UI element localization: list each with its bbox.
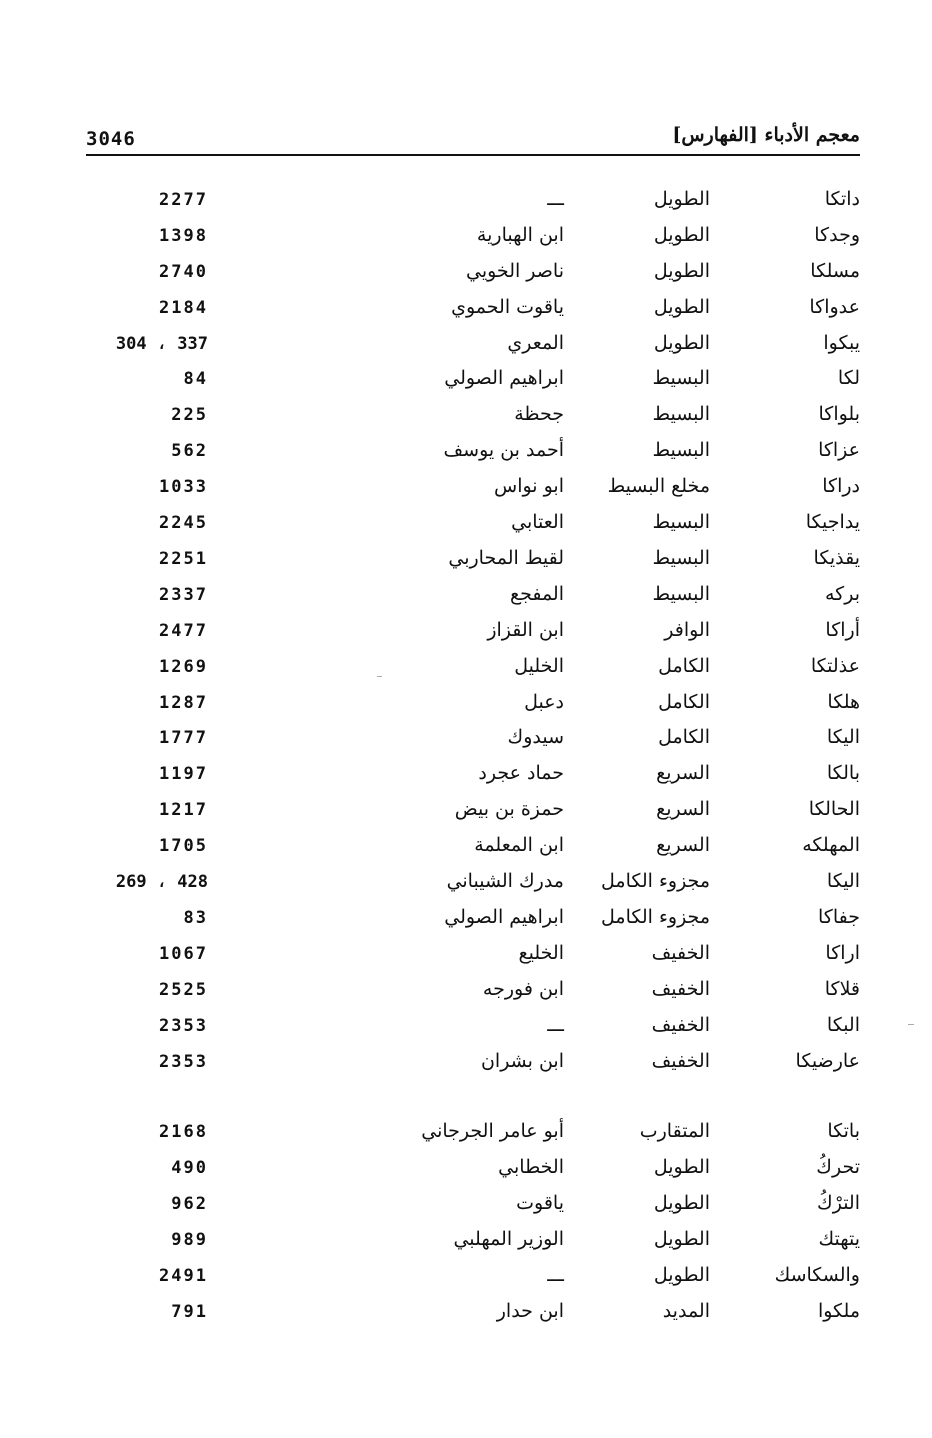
page-refs: 1217 bbox=[159, 800, 208, 820]
meter-name: السريع bbox=[656, 762, 710, 784]
poet-name: حمزة بن بيض bbox=[454, 798, 564, 820]
poet-name: الخليع bbox=[518, 942, 564, 964]
index-row bbox=[0, 1264, 932, 1300]
page-refs: 2245 bbox=[159, 513, 208, 533]
poet-name: العتابي bbox=[511, 511, 564, 533]
index-row bbox=[0, 762, 932, 798]
rhyme-word: لكا bbox=[837, 367, 860, 389]
rhyme-word: وجدكا bbox=[814, 224, 860, 246]
index-row bbox=[0, 188, 932, 224]
rhyme-word: بالكا bbox=[826, 762, 860, 784]
meter-name: الطويل bbox=[653, 332, 710, 354]
page-refs: 1067 bbox=[159, 944, 208, 964]
poet-name: ابن بشران bbox=[480, 1050, 564, 1072]
page-refs: 2491 bbox=[159, 1266, 208, 1286]
meter-name: الطويل bbox=[653, 296, 710, 318]
scan-speck bbox=[377, 676, 382, 677]
page-refs: 962 bbox=[171, 1194, 208, 1214]
meter-name: البسيط bbox=[652, 403, 710, 425]
page-refs: 83 bbox=[183, 908, 208, 928]
index-row bbox=[0, 726, 932, 762]
index-row bbox=[0, 475, 932, 511]
page-refs: 2353 bbox=[159, 1052, 208, 1072]
rhyme-word: عزاكا bbox=[818, 439, 860, 461]
page-refs: 2168 bbox=[159, 1122, 208, 1142]
page-refs: 2477 bbox=[159, 621, 208, 641]
index-row bbox=[0, 296, 932, 332]
meter-name: الطويل bbox=[653, 1228, 710, 1250]
meter-name: البسيط bbox=[652, 547, 710, 569]
index-row bbox=[0, 978, 932, 1014]
meter-name: الطويل bbox=[653, 224, 710, 246]
page-refs: 1705 bbox=[159, 836, 208, 856]
rhyme-word: قلاكا bbox=[824, 978, 860, 1000]
rhyme-word: عارضيكا bbox=[795, 1050, 860, 1072]
meter-name: البسيط bbox=[652, 367, 710, 389]
poet-name: دعبل bbox=[524, 691, 564, 713]
rhyme-word: المهلكه bbox=[802, 834, 860, 856]
poet-name: ابراهيم الصولي bbox=[444, 906, 564, 928]
index-row bbox=[0, 1228, 932, 1264]
rhyme-word: اليكا bbox=[826, 726, 860, 748]
page-refs: 84 bbox=[183, 369, 208, 389]
rhyme-word: البكا bbox=[826, 1014, 860, 1036]
meter-name: الخفيف bbox=[651, 1014, 710, 1036]
index-row bbox=[0, 332, 932, 368]
index-row bbox=[0, 834, 932, 870]
poet-name: ـــ bbox=[547, 1264, 564, 1286]
page-refs: 2353 bbox=[159, 1016, 208, 1036]
index-row bbox=[0, 1156, 932, 1192]
meter-name: السريع bbox=[656, 834, 710, 856]
index-row bbox=[0, 1192, 932, 1228]
page-refs: 1033 bbox=[159, 477, 208, 497]
page-refs: 2337 bbox=[159, 585, 208, 605]
index-row bbox=[0, 691, 932, 727]
index-row bbox=[0, 583, 932, 619]
index-row bbox=[0, 511, 932, 547]
index-row bbox=[0, 439, 932, 475]
page-refs: 2251 bbox=[159, 549, 208, 569]
poet-name: ابن حدار bbox=[496, 1300, 564, 1322]
index-row bbox=[0, 403, 932, 439]
rhyme-word: تحركُ bbox=[816, 1156, 860, 1178]
rhyme-word: بركه bbox=[824, 583, 860, 605]
index-row bbox=[0, 798, 932, 834]
page-refs: 225 bbox=[171, 405, 208, 425]
meter-name: الكامل bbox=[658, 655, 710, 677]
rhyme-word: يبكوا bbox=[823, 332, 860, 354]
rhyme-word: اليكا bbox=[826, 870, 860, 892]
page-refs: 989 bbox=[171, 1230, 208, 1250]
page-refs: 1269 bbox=[159, 657, 208, 677]
rhyme-word: بلواكا bbox=[818, 403, 860, 425]
index-row bbox=[0, 942, 932, 978]
rhyme-word: يداجيكا bbox=[805, 511, 860, 533]
rhyme-word: يتهتك bbox=[818, 1228, 860, 1250]
meter-name: السريع bbox=[656, 798, 710, 820]
page-header bbox=[86, 122, 860, 156]
rhyme-word: دراكا bbox=[822, 475, 860, 497]
page-refs: 490 bbox=[171, 1158, 208, 1178]
rhyme-word: يقذيكا bbox=[813, 547, 860, 569]
poet-name: ابو نواس bbox=[494, 475, 564, 497]
rhyme-word: الترْكُ bbox=[817, 1192, 860, 1214]
rhyme-word: جفاكا bbox=[818, 906, 860, 928]
meter-name: الوافر bbox=[664, 619, 710, 641]
poet-name: ابراهيم الصولي bbox=[444, 367, 564, 389]
meter-name: الطويل bbox=[653, 1156, 710, 1178]
poet-name: جحظة bbox=[514, 403, 564, 425]
rhyme-word: الحالكا bbox=[808, 798, 860, 820]
index-row bbox=[0, 619, 932, 655]
rhyme-word: داتكا bbox=[824, 188, 860, 210]
poet-name: الخليل bbox=[514, 655, 564, 677]
poet-name: حماد عجرد bbox=[478, 762, 564, 784]
meter-name: الخفيف bbox=[651, 1050, 710, 1072]
page-refs: 1287 bbox=[159, 693, 208, 713]
meter-name: الطويل bbox=[653, 1264, 710, 1286]
page-refs: 562 bbox=[171, 441, 208, 461]
poet-name: الوزير المهلبي bbox=[453, 1228, 564, 1250]
index-row bbox=[0, 1014, 932, 1050]
rhyme-word: مسلكا bbox=[810, 260, 860, 282]
meter-name: مجزوء الكامل bbox=[601, 870, 710, 892]
page-refs: 1197 bbox=[159, 764, 208, 784]
meter-name: البسيط bbox=[652, 511, 710, 533]
meter-name: البسيط bbox=[652, 583, 710, 605]
poet-name: الخطابي bbox=[498, 1156, 564, 1178]
meter-name: الكامل bbox=[658, 691, 710, 713]
page-refs: 1777 bbox=[159, 728, 208, 748]
poet-name: ياقوت الحموي bbox=[451, 296, 564, 318]
index-row bbox=[0, 1120, 932, 1156]
poet-name: ـــ bbox=[547, 1014, 564, 1036]
page-refs: 304 ، 337 bbox=[115, 334, 208, 354]
meter-name: مخلع البسيط bbox=[607, 475, 710, 497]
poet-name: ياقوت bbox=[516, 1192, 564, 1214]
poet-name: ناصر الخويي bbox=[465, 260, 564, 282]
index-row bbox=[0, 260, 932, 296]
poet-name: ابن الهبارية bbox=[476, 224, 564, 246]
index-row bbox=[0, 655, 932, 691]
rhyme-word: ملكوا bbox=[817, 1300, 860, 1322]
poet-name: ـــ bbox=[547, 188, 564, 210]
index-row bbox=[0, 224, 932, 260]
poet-name: ابن المعلمة bbox=[474, 834, 564, 856]
meter-name: مجزوء الكامل bbox=[601, 906, 710, 928]
page-number: 3046 bbox=[86, 128, 136, 150]
meter-name: الطويل bbox=[653, 188, 710, 210]
index-row bbox=[0, 547, 932, 583]
running-title: معجم الأدباء [الفهارس] bbox=[672, 124, 860, 146]
poet-name: المعري bbox=[507, 332, 564, 354]
rhyme-word: أراكا bbox=[825, 619, 860, 641]
rhyme-word: اراكا bbox=[825, 942, 860, 964]
meter-name: الطويل bbox=[653, 1192, 710, 1214]
page-refs: 269 ، 428 bbox=[115, 872, 208, 892]
index-row bbox=[0, 367, 932, 403]
poet-name: ابن القزاز bbox=[487, 619, 564, 641]
page-refs: 2740 bbox=[159, 262, 208, 282]
poet-name: أبو عامر الجرجاني bbox=[421, 1120, 564, 1142]
poet-name: سيدوك bbox=[507, 726, 564, 748]
index-row bbox=[0, 1050, 932, 1086]
poet-name: أحمد بن يوسف bbox=[443, 439, 564, 461]
page-refs: 2184 bbox=[159, 298, 208, 318]
poet-name: مدرك الشيباني bbox=[446, 870, 564, 892]
meter-name: المتقارب bbox=[639, 1120, 710, 1142]
index-row bbox=[0, 870, 932, 906]
meter-name: المديد bbox=[662, 1300, 710, 1322]
scan-speck bbox=[908, 1024, 914, 1025]
rhyme-word: والسكاسك bbox=[774, 1264, 860, 1286]
meter-name: الخفيف bbox=[651, 942, 710, 964]
poet-name: المفجع bbox=[509, 583, 564, 605]
index-row bbox=[0, 906, 932, 942]
poet-name: ابن فورجه bbox=[482, 978, 564, 1000]
page-refs: 791 bbox=[171, 1302, 208, 1322]
rhyme-word: هلكا bbox=[827, 691, 860, 713]
header-rule bbox=[86, 154, 860, 156]
page-refs: 1398 bbox=[159, 226, 208, 246]
page-refs: 2525 bbox=[159, 980, 208, 1000]
page-refs: 2277 bbox=[159, 190, 208, 210]
rhyme-word: عذلتكا bbox=[810, 655, 860, 677]
rhyme-word: عدواكا bbox=[809, 296, 860, 318]
rhyme-word: باتكا bbox=[827, 1120, 860, 1142]
poet-name: لقيط المحاربي bbox=[448, 547, 564, 569]
meter-name: البسيط bbox=[652, 439, 710, 461]
meter-name: الطويل bbox=[653, 260, 710, 282]
index-row bbox=[0, 1300, 932, 1336]
meter-name: الكامل bbox=[658, 726, 710, 748]
meter-name: الخفيف bbox=[651, 978, 710, 1000]
